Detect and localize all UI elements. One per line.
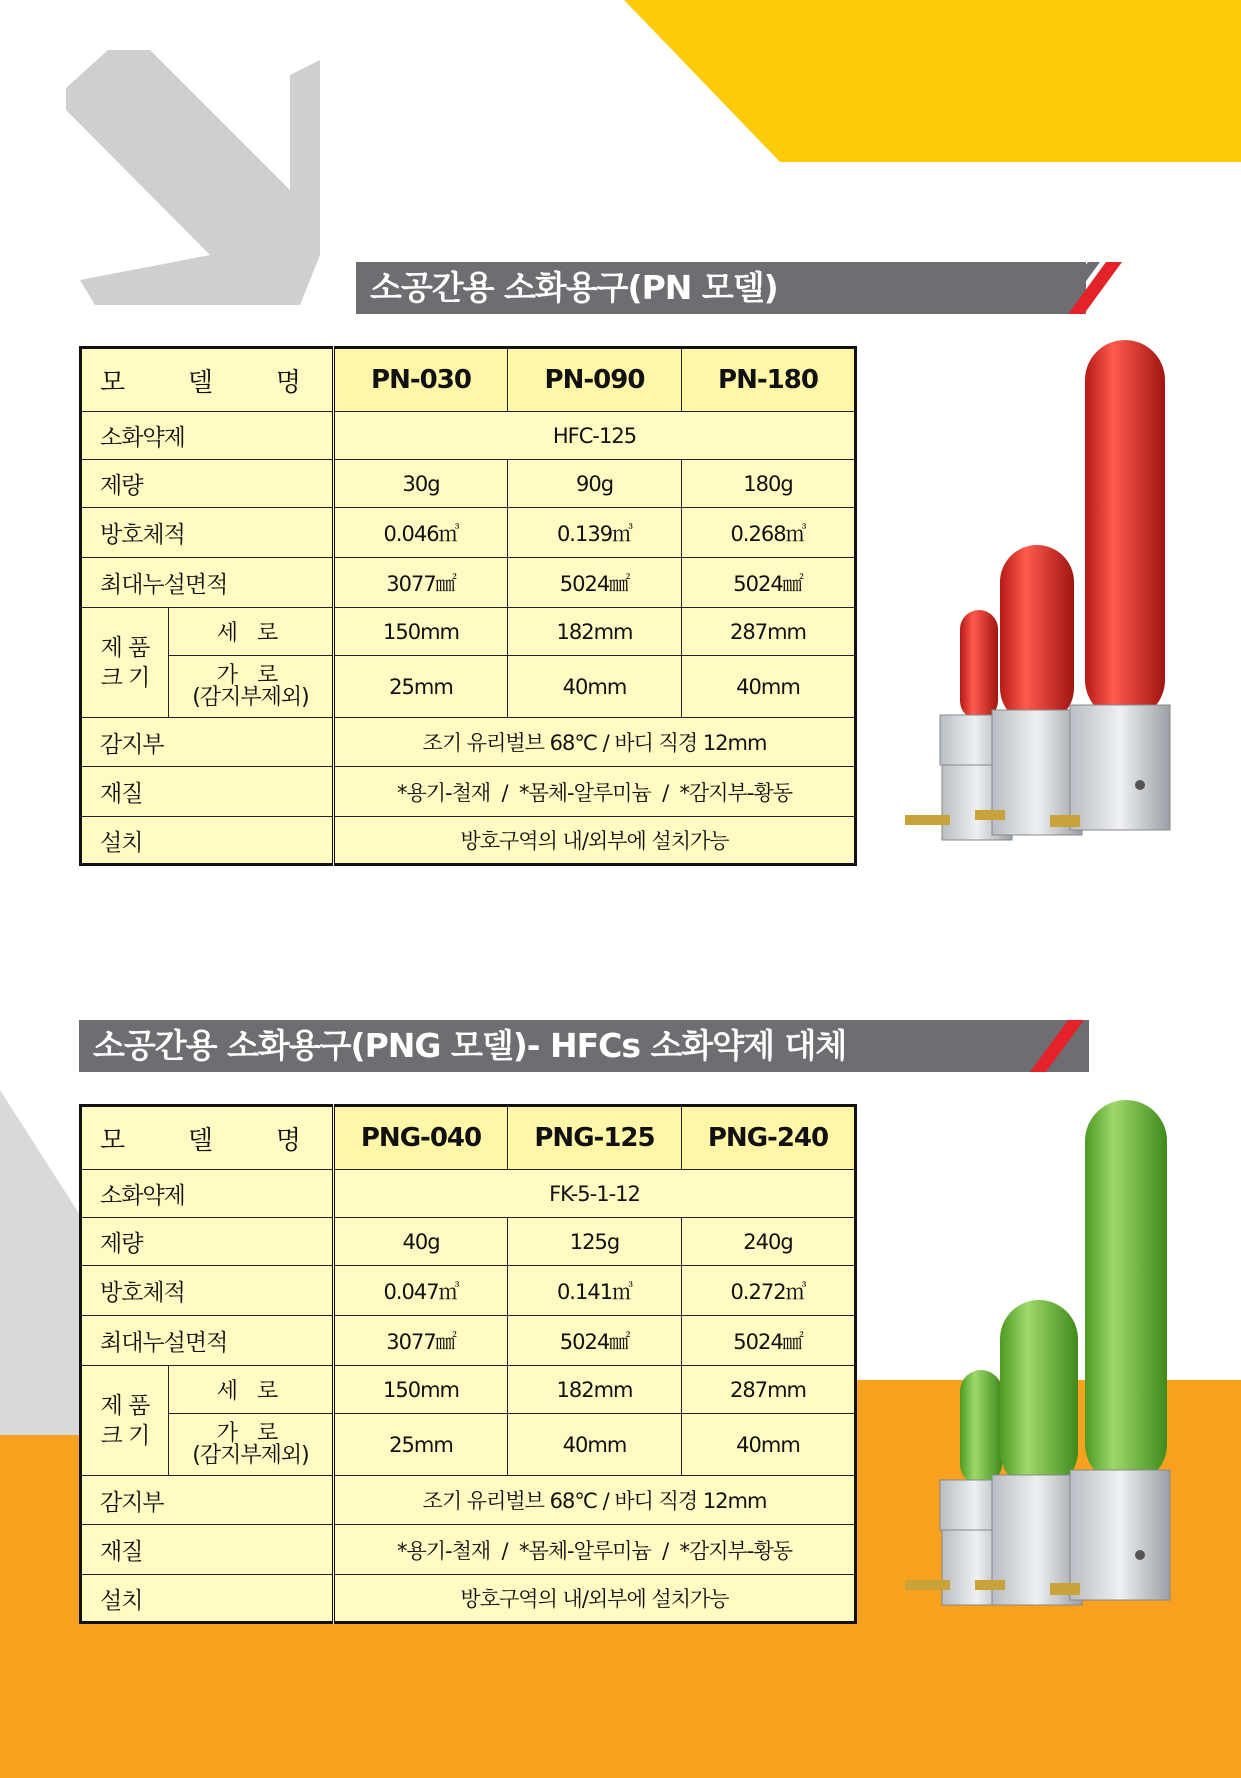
install-value: 방호구역의 내/외부에 설치가능 xyxy=(334,1575,856,1623)
table-row xyxy=(81,1525,856,1575)
table-row xyxy=(81,1106,856,1170)
section2-spec-table xyxy=(79,1104,857,1624)
install-label: 설치 xyxy=(81,1575,334,1623)
volume-value: 0.046㎥ xyxy=(334,508,508,558)
leak-area-label: 최대누설면적 xyxy=(81,558,334,608)
model-cell: PNG-040 xyxy=(334,1106,508,1170)
product-size-label xyxy=(81,1366,169,1476)
agent-value: FK-5-1-12 xyxy=(334,1170,856,1218)
volume-label: 방호체적 xyxy=(81,1266,334,1316)
table-row xyxy=(81,817,856,865)
height-value: 287mm xyxy=(682,608,856,656)
width-label xyxy=(169,1414,334,1476)
table-row xyxy=(81,460,856,508)
leak-area-value: 5024㎟ xyxy=(682,1316,856,1366)
table-row xyxy=(81,656,856,718)
table-row xyxy=(81,1575,856,1623)
model-cell: PN-090 xyxy=(508,348,682,412)
size-label-line1: 제 품 xyxy=(100,634,150,661)
table-row xyxy=(81,1366,856,1414)
leak-area-value: 3077㎟ xyxy=(334,1316,508,1366)
material-value: *용기-철재 / *몸체-알루미늄 / *감지부-황동 xyxy=(334,1525,856,1575)
table-row xyxy=(81,1316,856,1366)
table-row xyxy=(81,767,856,817)
table-row xyxy=(81,1218,856,1266)
amount-value: 40g xyxy=(334,1218,508,1266)
leak-area-value: 3077㎟ xyxy=(334,558,508,608)
red-stripe-icon xyxy=(1012,1020,1084,1072)
section1-spec-table xyxy=(79,346,857,866)
amount-value: 125g xyxy=(508,1218,682,1266)
pn-extinguisher-image xyxy=(900,330,1190,910)
leak-area-label: 최대누설면적 xyxy=(81,1316,334,1366)
height-label: 세 로 xyxy=(169,608,334,656)
width-value: 40mm xyxy=(682,1414,856,1476)
agent-label: 소화약제 xyxy=(81,1170,334,1218)
height-label: 세 로 xyxy=(169,1366,334,1414)
leak-area-value: 5024㎟ xyxy=(508,558,682,608)
volume-value: 0.141㎥ xyxy=(508,1266,682,1316)
height-value: 150mm xyxy=(334,608,508,656)
size-label-line2: 크 기 xyxy=(100,664,150,691)
width-value: 25mm xyxy=(334,656,508,718)
amount-label: 제량 xyxy=(81,1218,334,1266)
height-value: 182mm xyxy=(508,608,682,656)
width-label xyxy=(169,656,334,718)
model-cell: PNG-240 xyxy=(682,1106,856,1170)
height-value: 150mm xyxy=(334,1366,508,1414)
table-row xyxy=(81,718,856,767)
sensor-value: 조기 유리벌브 68℃ / 바디 직경 12mm xyxy=(334,718,856,767)
table-row xyxy=(81,508,856,558)
volume-value: 0.047㎥ xyxy=(334,1266,508,1316)
agent-label: 소화약제 xyxy=(81,412,334,460)
section1-title: 소공간용 소화용구(PN 모델) xyxy=(370,268,778,307)
width-label-note: (감지부제외) xyxy=(192,684,309,710)
red-stripe-icon xyxy=(1050,262,1122,314)
volume-value: 0.268㎥ xyxy=(682,508,856,558)
sensor-value: 조기 유리벌브 68℃ / 바디 직경 12mm xyxy=(334,1476,856,1525)
section1-title-bar xyxy=(356,262,1086,314)
model-cell: PN-180 xyxy=(682,348,856,412)
model-name-label: 모 델 명 xyxy=(81,348,334,412)
sensor-label: 감지부 xyxy=(81,1476,334,1525)
section2-title-bar xyxy=(79,1020,1089,1072)
sensor-label: 감지부 xyxy=(81,718,334,767)
table-row xyxy=(81,1266,856,1316)
width-value: 25mm xyxy=(334,1414,508,1476)
install-label: 설치 xyxy=(81,817,334,865)
material-value: *용기-철재 / *몸체-알루미늄 / *감지부-황동 xyxy=(334,767,856,817)
width-label-text: 가 로 xyxy=(216,1420,285,1446)
product-size-label xyxy=(81,608,169,718)
amount-label: 제량 xyxy=(81,460,334,508)
amount-value: 240g xyxy=(682,1218,856,1266)
size-label-line1: 제 품 xyxy=(100,1392,150,1419)
arrow-down-right-icon xyxy=(66,50,320,305)
height-value: 287mm xyxy=(682,1366,856,1414)
table-row xyxy=(81,558,856,608)
volume-label: 방호체적 xyxy=(81,508,334,558)
width-label-note: (감지부제외) xyxy=(192,1442,309,1468)
table-row xyxy=(81,1170,856,1218)
table-row xyxy=(81,1414,856,1476)
width-value: 40mm xyxy=(682,656,856,718)
table-row xyxy=(81,412,856,460)
material-label: 재질 xyxy=(81,1525,334,1575)
width-label-text: 가 로 xyxy=(216,662,285,688)
volume-value: 0.139㎥ xyxy=(508,508,682,558)
model-cell: PNG-125 xyxy=(508,1106,682,1170)
png-extinguisher-image xyxy=(900,1095,1190,1675)
agent-value: HFC-125 xyxy=(334,412,856,460)
section2-title: 소공간용 소화용구(PNG 모델)- HFCs 소화약제 대체 xyxy=(93,1026,847,1065)
table-row xyxy=(81,608,856,656)
install-value: 방호구역의 내/외부에 설치가능 xyxy=(334,817,856,865)
amount-value: 30g xyxy=(334,460,508,508)
width-value: 40mm xyxy=(508,1414,682,1476)
material-label: 재질 xyxy=(81,767,334,817)
volume-value: 0.272㎥ xyxy=(682,1266,856,1316)
table-row xyxy=(81,1476,856,1525)
leak-area-value: 5024㎟ xyxy=(508,1316,682,1366)
leak-area-value: 5024㎟ xyxy=(682,558,856,608)
model-cell: PN-030 xyxy=(334,348,508,412)
amount-value: 180g xyxy=(682,460,856,508)
width-value: 40mm xyxy=(508,656,682,718)
table-row xyxy=(81,348,856,412)
size-label-line2: 크 기 xyxy=(100,1422,150,1449)
amount-value: 90g xyxy=(508,460,682,508)
height-value: 182mm xyxy=(508,1366,682,1414)
model-name-label: 모 델 명 xyxy=(81,1106,334,1170)
yellow-corner-shape xyxy=(624,0,1241,162)
